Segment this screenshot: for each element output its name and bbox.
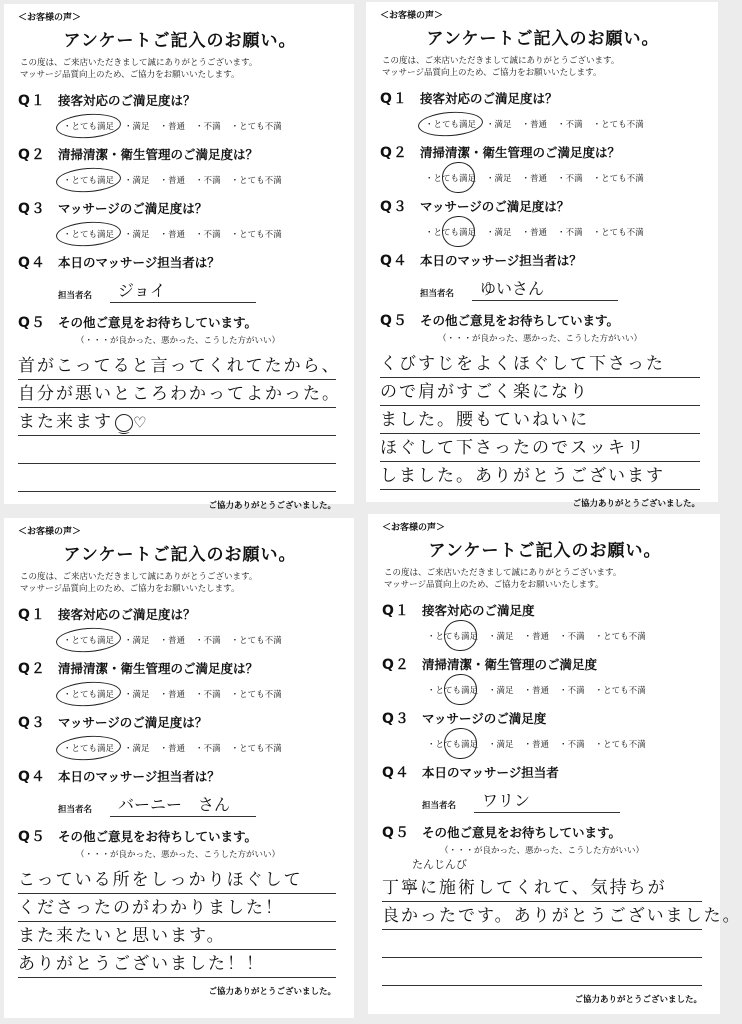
question-number: Q４ — [382, 765, 410, 781]
question-4 — [18, 766, 342, 817]
option-very-satisfied[interactable]: ・とても満足 — [422, 735, 483, 753]
option-neutral[interactable]: ・普通 — [159, 636, 186, 646]
option-dissatisfied[interactable]: ・不満 — [557, 228, 583, 238]
question-2 — [18, 658, 342, 703]
question-5 — [18, 826, 342, 978]
comment-line: こっている所をしっかりほぐして — [18, 866, 336, 894]
option-very-dissatisfied[interactable]: ・とても不満 — [594, 740, 646, 750]
comment-annotation: たんじんび — [412, 858, 467, 871]
comment-area[interactable] — [382, 874, 742, 986]
option-very-dissatisfied[interactable]: ・とても不満 — [230, 122, 282, 132]
comment-text: また来ます — [18, 412, 113, 432]
comment-line-with-doodle — [18, 408, 336, 436]
question-number: Q１ — [18, 607, 46, 623]
question-text: マッサージのご満足度は？ — [420, 199, 570, 214]
staff-label: 担当者名 — [58, 805, 93, 815]
comment-line: また来たいと思います。 — [18, 922, 336, 950]
option-satisfied[interactable]: ・満足 — [124, 690, 150, 700]
option-dissatisfied[interactable]: ・不満 — [559, 632, 585, 642]
survey-card — [4, 518, 354, 1018]
question-1 — [380, 88, 706, 133]
option-neutral[interactable]: ・普通 — [523, 632, 550, 642]
intro-line: マッサージ品質向上のため、ご協力をお願いいたします。 — [382, 68, 602, 78]
option-neutral[interactable]: ・普通 — [521, 174, 548, 184]
comment-line: くださったのがわかりました！ — [18, 894, 336, 922]
question-number: Q４ — [380, 253, 408, 269]
option-neutral[interactable]: ・普通 — [159, 176, 186, 186]
thanks-note: ご協力ありがとうございました。 — [208, 987, 336, 997]
question-text: マッサージのご満足度は？ — [58, 201, 208, 216]
option-neutral[interactable]: ・普通 — [521, 120, 548, 130]
rating-options — [58, 631, 342, 649]
option-very-dissatisfied[interactable]: ・とても不満 — [230, 636, 282, 646]
option-very-satisfied[interactable]: ・とても満足 — [58, 685, 119, 703]
option-very-dissatisfied[interactable]: ・とても不満 — [594, 632, 646, 642]
intro-line: マッサージ品質向上のため、ご協力をお願いいたします。 — [384, 580, 604, 590]
rating-options — [58, 685, 342, 703]
option-dissatisfied[interactable]: ・不満 — [559, 686, 585, 696]
comment-line: しました。ありがとうございます — [380, 462, 700, 490]
intro-line: マッサージ品質向上のため、ご協力をお願いいたします。 — [20, 70, 240, 80]
question-number: Q２ — [18, 661, 46, 677]
survey-card — [368, 514, 742, 1014]
comment-line: ので肩がすごく楽になり — [380, 378, 700, 406]
header-tag: ＜お客様の声＞ — [18, 13, 82, 23]
option-neutral[interactable]: ・普通 — [159, 744, 186, 754]
question-2 — [18, 144, 342, 189]
intro-line: マッサージ品質向上のため、ご協力をお願いいたします。 — [20, 584, 240, 594]
option-very-dissatisfied[interactable]: ・とても不満 — [230, 744, 282, 754]
question-text: マッサージのご満足度は？ — [58, 715, 208, 730]
staff-row — [58, 278, 342, 303]
rating-options — [422, 627, 708, 645]
question-4 — [18, 252, 342, 303]
comment-area[interactable] — [18, 352, 341, 492]
question-number: Q３ — [380, 199, 408, 215]
rating-options — [420, 223, 706, 241]
staff-row — [420, 276, 706, 301]
option-very-dissatisfied[interactable]: ・とても不満 — [594, 686, 646, 696]
question-3 — [18, 712, 342, 757]
option-very-satisfied[interactable]: ・とても満足 — [58, 739, 119, 757]
option-very-satisfied[interactable]: ・とても満足 — [420, 169, 481, 187]
question-number: Q５ — [18, 829, 46, 845]
card-title: アンケートご記入のお願い。 — [426, 29, 660, 49]
comment-line — [382, 958, 702, 986]
question-text: マッサージのご満足度 — [422, 711, 547, 726]
comment-line: ました。腰もていねいに — [380, 406, 700, 434]
option-satisfied[interactable]: ・満足 — [124, 636, 150, 646]
question-number: Q５ — [382, 825, 410, 841]
option-dissatisfied[interactable]: ・不満 — [195, 230, 221, 240]
option-very-satisfied[interactable]: ・とても満足 — [420, 223, 481, 241]
question-text: 接客対応のご満足度は？ — [420, 91, 558, 106]
option-satisfied[interactable]: ・満足 — [124, 744, 150, 754]
rating-options — [58, 225, 342, 243]
question-text: その他ご意見をお待ちしています。 — [422, 825, 622, 840]
option-satisfied[interactable]: ・満足 — [124, 122, 150, 132]
question-5 — [380, 310, 706, 490]
option-neutral[interactable]: ・普通 — [523, 686, 550, 696]
option-very-satisfied[interactable]: ・とても満足 — [420, 115, 481, 133]
comment-area[interactable] — [380, 350, 700, 490]
option-very-dissatisfied[interactable]: ・とても不満 — [592, 120, 644, 130]
question-number: Q１ — [382, 603, 410, 619]
option-satisfied[interactable]: ・満足 — [486, 228, 512, 238]
thanks-note: ご協力ありがとうございました。 — [574, 995, 702, 1005]
question-3 — [380, 196, 706, 241]
question-4 — [380, 250, 706, 301]
option-dissatisfied[interactable]: ・不満 — [559, 740, 585, 750]
question-5 — [382, 822, 742, 986]
option-very-satisfied[interactable]: ・とても満足 — [422, 681, 483, 699]
question-1 — [18, 90, 342, 135]
header-tag: ＜お客様の声＞ — [380, 11, 444, 21]
question-number: Q５ — [18, 315, 46, 331]
header-tag: ＜お客様の声＞ — [382, 523, 446, 533]
question-text: 接客対応のご満足度は？ — [58, 607, 196, 622]
option-satisfied[interactable]: ・満足 — [486, 174, 512, 184]
heart-icon: ♡ — [133, 413, 149, 432]
option-dissatisfied[interactable]: ・不満 — [195, 122, 221, 132]
question-number: Q１ — [18, 93, 46, 109]
option-very-satisfied[interactable]: ・とても満足 — [58, 117, 119, 135]
option-very-dissatisfied[interactable]: ・とても不満 — [592, 174, 644, 184]
rating-options — [58, 171, 342, 189]
option-satisfied[interactable]: ・満足 — [488, 686, 514, 696]
header-tag: ＜お客様の声＞ — [18, 527, 82, 537]
comment-line: 良かったです。ありがとうございました。 — [382, 902, 702, 930]
rating-options — [422, 681, 708, 699]
thanks-note: ご協力ありがとうございました。 — [208, 501, 336, 511]
question-3 — [18, 198, 342, 243]
option-dissatisfied[interactable]: ・不満 — [557, 174, 583, 184]
question-text: その他ご意見をお待ちしています。 — [58, 829, 258, 844]
comment-line — [18, 436, 336, 464]
intro-line: この度は、ご来店いただきまして誠にありがとうございます。 — [382, 56, 620, 66]
intro-line: この度は、ご来店いただきまして誠にありがとうございます。 — [20, 572, 258, 582]
option-very-satisfied[interactable]: ・とても満足 — [58, 171, 119, 189]
question-text: 清掃清潔・衛生管理のご満足度は？ — [58, 661, 259, 676]
staff-name-field[interactable]: ジョイ — [110, 278, 256, 303]
card-title: アンケートご記入のお願い。 — [428, 541, 662, 561]
question-text: 本日のマッサージ担当者は？ — [58, 769, 220, 784]
comment-line: くびすじをよくほぐして下さった — [380, 350, 700, 378]
option-dissatisfied[interactable]: ・不満 — [195, 690, 221, 700]
option-dissatisfied[interactable]: ・不満 — [557, 120, 583, 130]
rating-options — [420, 169, 706, 187]
card-title: アンケートご記入のお願い。 — [63, 545, 297, 565]
question-number: Q４ — [18, 255, 46, 271]
question-number: Q５ — [380, 313, 408, 329]
question-text: 接客対応のご満足度 — [422, 603, 535, 618]
question-text: 本日のマッサージ担当者は？ — [420, 253, 582, 268]
question-text: 清掃清潔・衛生管理のご満足度 — [422, 657, 598, 672]
comment-line: ありがとうございました！！ — [18, 950, 336, 978]
option-neutral[interactable]: ・普通 — [159, 690, 186, 700]
option-neutral[interactable]: ・普通 — [159, 122, 186, 132]
question-text: その他ご意見をお待ちしています。 — [58, 315, 258, 330]
staff-name-field[interactable]: バーニー さん — [110, 792, 256, 817]
staff-label: 担当者名 — [422, 801, 457, 811]
comment-line — [382, 930, 702, 958]
question-number: Q４ — [18, 769, 46, 785]
intro-line: この度は、ご来店いただきまして誠にありがとうございます。 — [384, 568, 622, 578]
card-title: アンケートご記入のお願い。 — [63, 31, 297, 51]
option-very-satisfied[interactable]: ・とても満足 — [422, 627, 483, 645]
question-1 — [382, 600, 708, 645]
staff-row — [422, 788, 708, 813]
question-1 — [18, 604, 342, 649]
option-very-dissatisfied[interactable]: ・とても不満 — [230, 690, 282, 700]
question-number: Q３ — [18, 715, 46, 731]
option-satisfied[interactable]: ・満足 — [488, 632, 514, 642]
survey-card — [4, 4, 354, 511]
question-text: その他ご意見をお待ちしています。 — [420, 313, 620, 328]
survey-card — [366, 2, 718, 509]
option-very-dissatisfied[interactable]: ・とても不満 — [230, 230, 282, 240]
option-dissatisfied[interactable]: ・不満 — [195, 176, 221, 186]
question-number: Q２ — [382, 657, 410, 673]
comment-line: ほぐして下さったのでスッキリ — [380, 434, 700, 462]
option-dissatisfied[interactable]: ・不満 — [195, 744, 221, 754]
question-4 — [382, 762, 708, 813]
question-2 — [380, 142, 706, 187]
question-number: Q２ — [18, 147, 46, 163]
rating-options — [58, 739, 342, 757]
option-neutral[interactable]: ・普通 — [521, 228, 548, 238]
rating-options — [58, 117, 342, 135]
smiley-face-icon — [115, 414, 133, 432]
comment-line: 丁寧に施術してくれて、気持ちが — [382, 874, 702, 902]
option-satisfied[interactable]: ・満足 — [124, 230, 150, 240]
option-very-dissatisfied[interactable]: ・とても不満 — [592, 228, 644, 238]
intro-line: この度は、ご来店いただきまして誠にありがとうございます。 — [20, 58, 258, 68]
question-number: Q１ — [380, 91, 408, 107]
option-satisfied[interactable]: ・満足 — [488, 740, 514, 750]
comment-line: 首がこってると言ってくれてたから、 — [18, 352, 336, 380]
option-very-satisfied[interactable]: ・とても満足 — [58, 631, 119, 649]
question-hint: （・・・が良かった、悪かった、こうした方がいい） — [440, 846, 645, 856]
staff-label: 担当者名 — [58, 291, 93, 301]
question-text: 本日のマッサージ担当者 — [422, 765, 559, 780]
question-number: Q３ — [18, 201, 46, 217]
question-text: 本日のマッサージ担当者は？ — [58, 255, 220, 270]
question-5 — [18, 312, 342, 492]
question-2 — [382, 654, 708, 699]
staff-label: 担当者名 — [420, 289, 455, 299]
staff-row — [58, 792, 342, 817]
rating-options — [422, 735, 708, 753]
question-hint: （・・・が良かった、悪かった、こうした方がいい） — [76, 336, 281, 346]
option-neutral[interactable]: ・普通 — [523, 740, 550, 750]
comment-line — [18, 464, 336, 492]
option-very-satisfied[interactable]: ・とても満足 — [58, 225, 119, 243]
question-text: 清掃清潔・衛生管理のご満足度は？ — [420, 145, 621, 160]
option-neutral[interactable]: ・普通 — [159, 230, 186, 240]
question-number: Q２ — [380, 145, 408, 161]
staff-name-field[interactable]: ワリン — [474, 788, 620, 813]
staff-name-field[interactable]: ゆいさん — [472, 276, 618, 301]
option-dissatisfied[interactable]: ・不満 — [195, 636, 221, 646]
option-satisfied[interactable]: ・満足 — [486, 120, 512, 130]
question-text: 清掃清潔・衛生管理のご満足度は？ — [58, 147, 259, 162]
question-number: Q３ — [382, 711, 410, 727]
option-satisfied[interactable]: ・満足 — [124, 176, 150, 186]
question-hint: （・・・が良かった、悪かった、こうした方がいい） — [76, 850, 281, 860]
comment-area[interactable] — [18, 866, 336, 978]
thanks-note: ご協力ありがとうございました。 — [572, 499, 700, 509]
question-3 — [382, 708, 708, 753]
question-text: 接客対応のご満足度は？ — [58, 93, 196, 108]
comment-line: 自分が悪いところわかってよかった。 — [18, 380, 336, 408]
rating-options — [420, 115, 706, 133]
question-hint: （・・・が良かった、悪かった、こうした方がいい） — [438, 334, 643, 344]
option-very-dissatisfied[interactable]: ・とても不満 — [230, 176, 282, 186]
